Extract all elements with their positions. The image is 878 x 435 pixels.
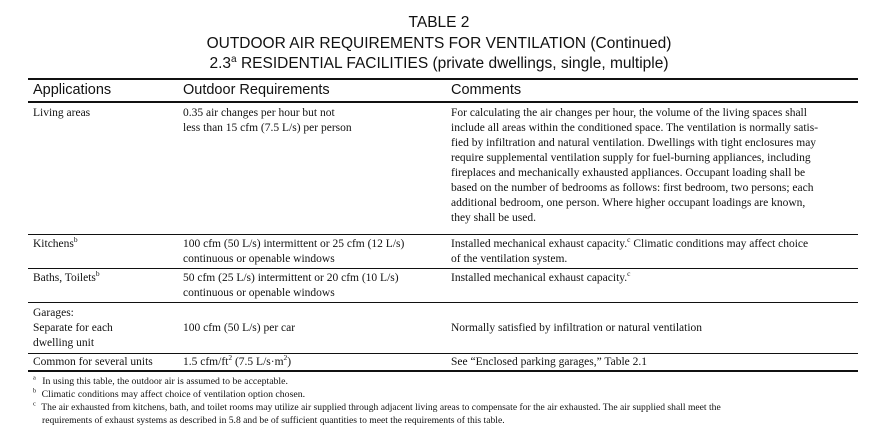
footnote-text: Climatic conditions may affect choice of ventilation option chosen. — [41, 389, 306, 400]
comment-line: include all areas within the conditioned space. The ventilation is normally satis- — [451, 122, 819, 134]
baths-application — [33, 271, 100, 286]
section-qualifier: (private dwellings, single, multiple) — [432, 55, 669, 72]
comment-line: of the ventilation system. — [451, 253, 568, 265]
footnote-mark: b — [95, 269, 100, 279]
application-line: dwelling unit — [33, 337, 95, 349]
comment-text: Installed mechanical exhaust capacity. — [451, 238, 628, 250]
living-areas-requirement — [183, 106, 352, 136]
row-divider — [28, 268, 858, 269]
comment-text: Climatic conditions may affect choice — [630, 238, 809, 250]
comment-line: they shall be used. — [451, 212, 536, 224]
footnote-text: The air exhausted from kitchens, bath, and toilet rooms may utilize air supplied through adjacent living areas to compensate for the air exhausted. The air supplied shall meet the — [41, 402, 721, 413]
garages-requirement: 100 cfm (50 L/s) per car — [183, 322, 296, 334]
comment-line: fireplaces and mechanically exhausted appliances. Occupant loading shall be — [451, 167, 806, 179]
header-applications: Applications — [33, 82, 112, 98]
kitchens-label: Kitchens — [33, 238, 74, 250]
header-outdoor-requirements: Outdoor Requirements — [183, 82, 330, 98]
garages-comment: Normally satisfied by infiltration or natural ventilation — [451, 322, 703, 334]
comment-line: require supplemental ventilation supply for fuel-burning appliances, including — [451, 152, 811, 164]
kitchens-application — [33, 237, 78, 252]
row-divider — [28, 302, 858, 303]
footnote-c — [33, 401, 721, 414]
requirement-line: less than 15 cfm (7.5 L/s) per person — [183, 122, 352, 134]
footnote-c-continued: requirements of exhaust systems as described in 5.8 and be of sufficient quantities to meet the requirements of this table. — [42, 415, 505, 426]
requirement-line: continuous or openable windows — [183, 253, 335, 265]
requirement-text: ) — [287, 356, 292, 368]
application-line: Separate for each — [33, 322, 113, 334]
row-divider — [28, 353, 858, 354]
table-title: OUTDOOR AIR REQUIREMENTS FOR VENTILATION (Continued) — [206, 35, 672, 52]
living-areas-comment — [451, 106, 818, 226]
superscript: 2 — [228, 353, 233, 363]
comment-line: based on the number of bedrooms as follows: first bedroom, two persons; each — [451, 182, 814, 194]
application-line: Garages: — [33, 307, 74, 319]
comment-line — [451, 237, 808, 252]
header-rule — [28, 101, 858, 103]
top-rule — [28, 78, 858, 80]
footnote-mark: c — [627, 269, 631, 279]
kitchens-comment — [451, 237, 808, 267]
table-number: TABLE 2 — [408, 14, 470, 31]
comment-line: additional bedroom, one person. Where higher occupant loadings are known, — [451, 197, 806, 209]
section-footnote-mark: a — [231, 53, 237, 65]
comment-line: For calculating the air changes per hour, the volume of the living spaces shall — [451, 107, 807, 119]
footnote-mark: a — [33, 374, 36, 382]
comment-line: fied by infiltration and natural ventilation. Dwellings with tight enclosures may — [451, 137, 817, 149]
footnote-mark: b — [73, 235, 78, 245]
footnote-text: In using this table, the outdoor air is assumed to be acceptable. — [42, 376, 288, 387]
requirement-text: (7.5 L/s·m — [232, 356, 284, 368]
garages-application — [33, 306, 113, 351]
living-areas-application: Living areas — [33, 107, 91, 119]
superscript: 2 — [283, 353, 288, 363]
baths-comment — [451, 271, 630, 286]
requirement-line: 100 cfm (50 L/s) intermittent or 25 cfm (12 L/s) — [183, 238, 405, 250]
comment-text: Installed mechanical exhaust capacity. — [451, 272, 628, 284]
bottom-rule — [28, 370, 858, 372]
footnote-mark: c — [627, 235, 631, 245]
requirement-text: 1.5 cfm/ft — [183, 356, 229, 368]
section-title — [0, 55, 878, 73]
common-comment: See “Enclosed parking garages,” Table 2.1 — [451, 356, 648, 368]
requirement-line: 50 cfm (25 L/s) intermittent or 20 cfm (10 L/s) — [183, 272, 399, 284]
requirement-line: 0.35 air changes per hour but not — [183, 107, 335, 119]
baths-requirement — [183, 271, 399, 301]
row-divider — [28, 234, 858, 235]
footnote-a — [33, 375, 288, 388]
footnote-b — [33, 388, 305, 401]
header-comments: Comments — [451, 82, 522, 98]
section-name: RESIDENTIAL FACILITIES — [236, 55, 433, 72]
footnote-mark: c — [33, 400, 36, 408]
baths-label: Baths, Toilets — [33, 272, 96, 284]
common-application: Common for several units — [33, 356, 153, 368]
requirement-line: continuous or openable windows — [183, 287, 335, 299]
section-number: 2.3 — [209, 55, 232, 72]
footnote-mark: b — [33, 387, 37, 395]
kitchens-requirement — [183, 237, 404, 267]
common-requirement — [183, 355, 291, 370]
